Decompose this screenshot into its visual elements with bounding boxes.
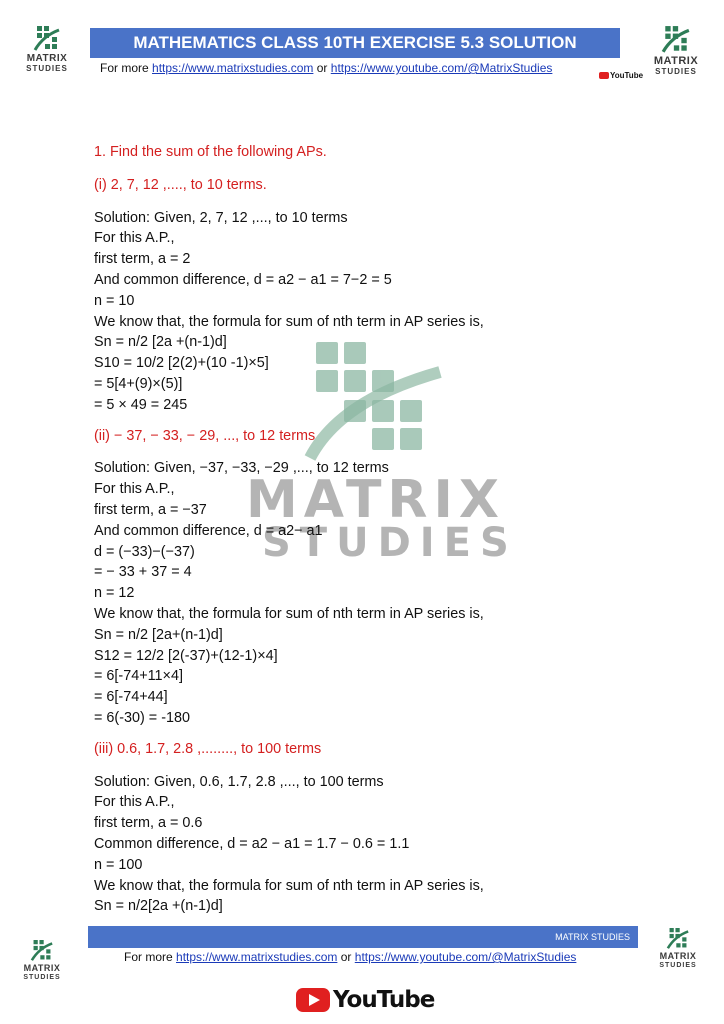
youtube-play-icon xyxy=(296,988,330,1012)
solution-line: Common difference, d = a2 − a1 = 1.7 − 0.6 = 1.1 xyxy=(94,835,410,852)
part-i-heading: (i) 2, 7, 12 ,...., to 10 terms. xyxy=(94,176,267,193)
solution-line: = 5 × 49 = 245 xyxy=(94,396,188,413)
part-iii-heading: (iii) 0.6, 1.7, 2.8 ,........, to 100 terms xyxy=(94,740,322,757)
youtube-channel-link[interactable]: https://www.youtube.com/@MatrixStudies xyxy=(354,950,577,964)
matrix-studies-logo-top-left xyxy=(22,26,72,73)
part-iii-solution xyxy=(94,772,654,918)
header-links-line xyxy=(100,61,552,75)
solution-line: Solution: Given, 2, 7, 12 ,..., to 10 terms xyxy=(94,209,348,226)
footer-bar-text: MATRIX STUDIES xyxy=(555,932,630,942)
solution-line: = 6[-74+44] xyxy=(94,689,168,706)
logo-mark-icon xyxy=(33,26,61,52)
solution-line: first term, a = 2 xyxy=(94,251,191,268)
solution-line: Sn = n/2[2a +(n-1)d] xyxy=(94,898,223,915)
solution-line: = − 33 + 37 = 4 xyxy=(94,564,192,581)
solution-line: = 6(-30) = -180 xyxy=(94,709,190,726)
solution-line: S12 = 12/2 [2(-37)+(12-1)×4] xyxy=(94,647,278,664)
solution-line: = 6[-74+11×4] xyxy=(94,668,183,685)
solution-line: We know that, the formula for sum of nth term in AP series is, xyxy=(94,605,484,622)
solution-line: And common difference, d = a2 − a1 = 7−2 = 5 xyxy=(94,271,392,288)
logo-line2: STUDIES xyxy=(23,974,61,981)
header-title-bar: MATHEMATICS CLASS 10TH EXERCISE 5.3 SOLUTION xyxy=(90,28,620,58)
youtube-channel-link[interactable]: https://www.youtube.com/@MatrixStudies xyxy=(330,61,553,75)
youtube-wordmark: YouTube xyxy=(333,987,435,1013)
solution-line: We know that, the formula for sum of nth term in AP series is, xyxy=(94,877,484,894)
solution-line: Sn = n/2 [2a+(n-1)d] xyxy=(94,626,223,643)
logo-line1: MATRIX xyxy=(26,53,68,64)
solution-line: And common difference, d = a2− a1 xyxy=(94,522,323,539)
solution-line: first term, a = 0.6 xyxy=(94,815,203,832)
part-i-solution xyxy=(94,208,654,416)
logo-line1: MATRIX xyxy=(23,963,61,973)
solution-line: n = 10 xyxy=(94,292,135,309)
question-heading: 1. Find the sum of the following APs. xyxy=(94,144,327,160)
watermark-text-line1: MATRIX xyxy=(246,470,505,530)
solution-content xyxy=(94,142,654,917)
logo-line2: STUDIES xyxy=(655,67,697,76)
part-ii-solution xyxy=(94,458,654,728)
logo-mark-icon xyxy=(30,940,54,962)
logo-line2: STUDIES xyxy=(26,64,68,73)
solution-line: Solution: Given, −37, −33, −29 ,..., to 12 terms xyxy=(94,460,389,477)
footer-links-line xyxy=(124,950,576,964)
solution-line: Solution: Given, 0.6, 1.7, 2.8 ,..., to 100 terms xyxy=(94,773,384,790)
youtube-small-label: YouTube xyxy=(610,71,644,80)
youtube-play-icon xyxy=(599,72,609,79)
youtube-logo[interactable] xyxy=(296,985,434,1015)
matrix-studies-logo-top-right xyxy=(646,26,706,76)
solution-line: We know that, the formula for sum of nth term in AP series is, xyxy=(94,313,484,330)
solution-line: S10 = 10/2 [2(2)+(10 -1)×5] xyxy=(94,355,269,372)
solution-line: For this A.P., xyxy=(94,481,175,498)
solution-line: = 5[4+(9)×(5)] xyxy=(94,375,183,392)
solution-line: Sn = n/2 [2a +(n-1)d] xyxy=(94,334,227,351)
solution-line: first term, a = −37 xyxy=(94,501,207,518)
logo-line1: MATRIX xyxy=(659,951,697,961)
footer-bar xyxy=(88,926,638,948)
solution-line: For this A.P., xyxy=(94,794,175,811)
or-text: or xyxy=(316,61,331,75)
website-link[interactable]: https://www.matrixstudies.com xyxy=(176,950,338,964)
youtube-small-badge[interactable] xyxy=(599,71,643,80)
solution-line: n = 12 xyxy=(94,585,135,602)
logo-mark-icon xyxy=(661,26,691,54)
watermark-text-line2: STUDIES xyxy=(262,520,518,566)
logo-mark-icon xyxy=(666,928,690,950)
solution-line: n = 100 xyxy=(94,856,143,873)
website-link[interactable]: https://www.matrixstudies.com xyxy=(152,61,314,75)
matrix-studies-logo-bottom-left xyxy=(18,940,66,981)
matrix-studies-logo-bottom-right xyxy=(652,928,704,969)
part-ii-heading: (ii) − 37, − 33, − 29, ..., to 12 terms xyxy=(94,427,316,444)
or-text: or xyxy=(340,950,355,964)
logo-line2: STUDIES xyxy=(659,962,697,969)
for-more-text: For more xyxy=(100,61,153,75)
solution-line: For this A.P., xyxy=(94,230,175,247)
logo-line1: MATRIX xyxy=(653,55,699,67)
for-more-text: For more xyxy=(124,950,177,964)
solution-line: d = (−33)−(−37) xyxy=(94,543,195,560)
